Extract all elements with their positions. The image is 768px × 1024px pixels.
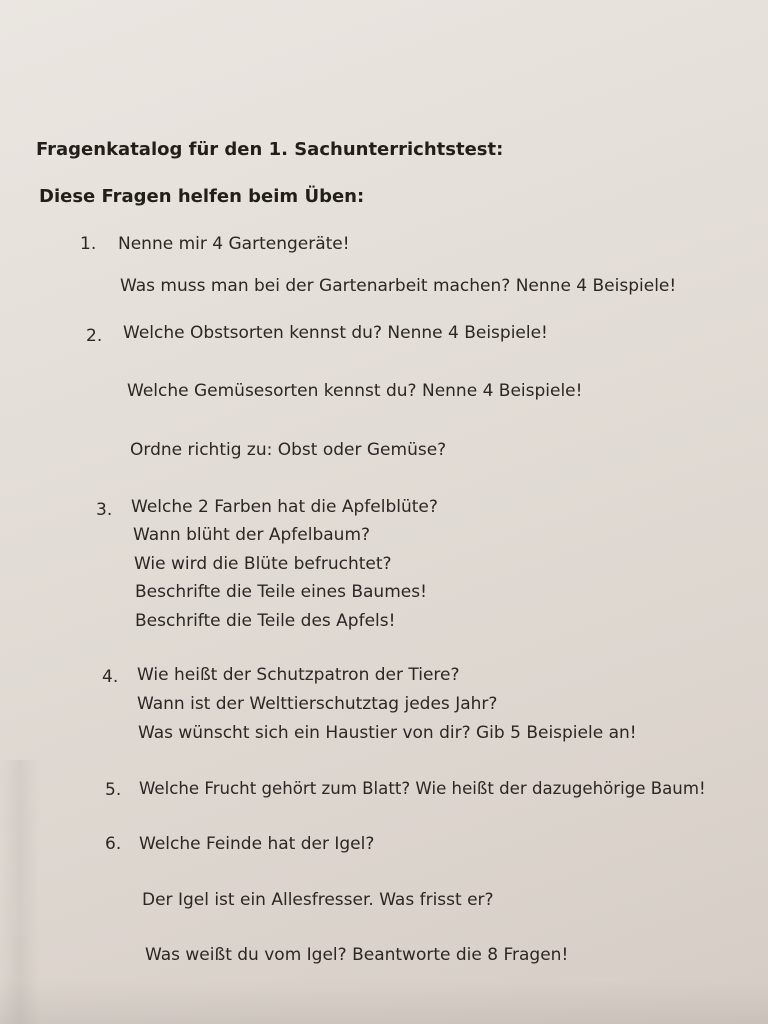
question-5-line-1: Welche Frucht gehört zum Blatt? Wie heißt der dazugehörige Baum! <box>139 779 706 798</box>
question-4-line-3: Was wünscht sich ein Haustier von dir? Gib 5 Beispiele an! <box>138 723 637 743</box>
question-number-2: 2. <box>86 326 103 346</box>
paper-fold-shadow <box>0 760 40 1024</box>
question-3-line-4: Beschrifte die Teile eines Baumes! <box>135 582 427 602</box>
question-number-6: 6. <box>105 834 122 854</box>
document-title: Fragenkatalog für den 1. Sachunterrichtstest: <box>36 139 504 160</box>
question-3-line-3: Wie wird die Blüte befruchtet? <box>134 554 392 574</box>
question-2-line-3: Ordne richtig zu: Obst oder Gemüse? <box>130 440 447 460</box>
question-6-line-3: Was weißt du vom Igel? Beantworte die 8 Fragen! <box>145 945 569 965</box>
question-1-line-1: Nenne mir 4 Gartengeräte! <box>118 234 350 254</box>
question-1-line-2: Was muss man bei der Gartenarbeit machen? Nenne 4 Beispiele! <box>120 276 677 296</box>
question-3-line-1: Welche 2 Farben hat die Apfelblüte? <box>131 497 438 517</box>
paper-bottom-shadow <box>0 980 768 1024</box>
question-6-line-1: Welche Feinde hat der Igel? <box>139 834 375 854</box>
document-subtitle: Diese Fragen helfen beim Üben: <box>39 186 365 207</box>
question-number-3: 3. <box>96 500 113 520</box>
question-number-4: 4. <box>102 667 119 687</box>
question-6-line-2: Der Igel ist ein Allesfresser. Was frisst er? <box>142 890 494 910</box>
question-4-line-1: Wie heißt der Schutzpatron der Tiere? <box>137 665 460 685</box>
question-3-line-2: Wann blüht der Apfelbaum? <box>133 525 371 545</box>
question-3-line-5: Beschrifte die Teile des Apfels! <box>135 611 396 631</box>
question-number-5: 5. <box>105 780 122 800</box>
question-2-line-2: Welche Gemüsesorten kennst du? Nenne 4 Beispiele! <box>127 381 583 401</box>
question-4-line-2: Wann ist der Welttierschutztag jedes Jahr? <box>137 694 498 714</box>
question-2-line-1: Welche Obstsorten kennst du? Nenne 4 Beispiele! <box>123 323 548 343</box>
question-number-1: 1. <box>80 234 97 254</box>
